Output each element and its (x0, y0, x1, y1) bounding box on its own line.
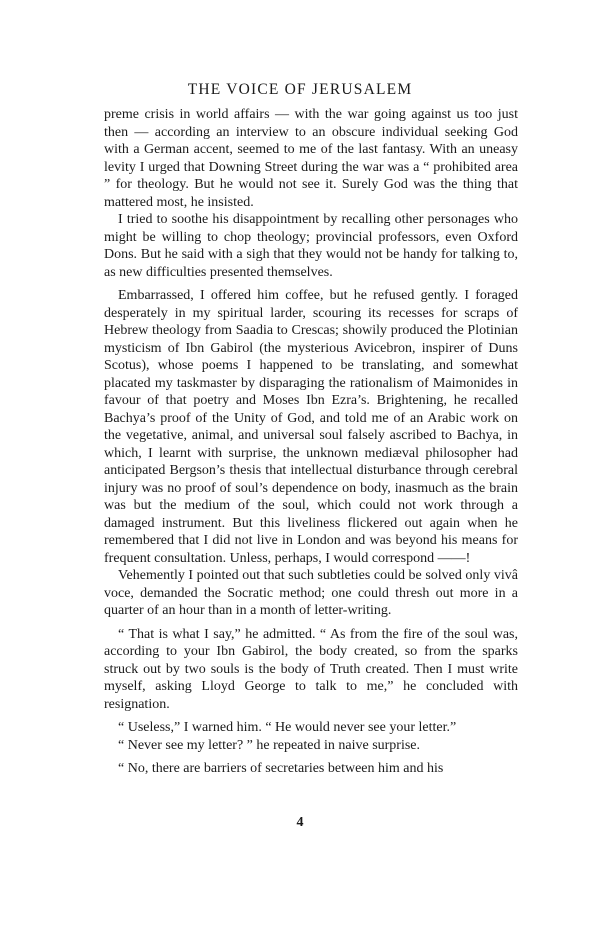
paragraph: “ Never see my letter? ” he repeated in naive surprise. (118, 737, 421, 753)
page-number: 4 (296, 815, 304, 830)
paragraph: “ Useless,” I warned him. “ He would never see your letter.” (118, 720, 457, 735)
paragraph: Embarrassed, I offered him coffee, but he refused gently. I foraged desperately in my spiritual larder, scouring its recesses for scraps of Hebrew theology from Saadia to Crescas; showily produced the Plotinian mysticism of Ibn Gabirol (the mysterious Avicebron, inspirer of Duns Scotus), whose poems I happened to be translating, and somewhat placated my taskmaster by disparaging the rationalism of Maimonides in favour of that poetry and Moses Ibn Ezra’s. Brightening, he recalled Bachya’s proof of the Unity of God, and told me of an Arabic work on the vegetative, animal, and universal soul falsely ascribed to Bachya, in which, I learnt with surprise, the unknown mediæval philosopher had anticipated Bergson’s thesis that intellectual disturbance through cerebral injury was no proof of soul’s dependence on body, inasmuch as the brain was but the medium of the soul, which could not work through a damaged instrument. But this liveliness flickered out again when he remembered that I did not live in London and was beyond his means for frequent consultation. Unless, perhaps, I would correspond ——! (104, 288, 518, 566)
paragraph: “ No, there are barriers of secretaries between him and his (118, 761, 444, 776)
paragraph-continued: preme crisis in world affairs — with the war going against us too just then — according an interview to an obscure individual seeking God with a German accent, seemed to me of the last fantasy. With an uneasy levity I urged that Downing Street during the war was a “ prohibited area ” for theology. But he would not see it. Surely God was the thing that mattered most, he insisted. (104, 107, 518, 210)
body-text (104, 106, 518, 778)
paragraph: I tried to soothe his disappointment by recalling other personages who might be willing to chop theology; provincial professors, even Oxford Dons. But he said with a sigh that they would not be handy for talking to, as new difficulties presented themselves. (104, 212, 518, 280)
running-head: THE VOICE OF JERUSALEM (187, 81, 413, 98)
paragraph: “ That is what I say,” he admitted. “ As from the fire of the soul was, according to your Ibn Gabirol, the body created, so from the sparks struck out by two souls is the body of Truth created. Then I must write myself, asking Lloyd George to talk to me,” he concluded with resignation. (104, 626, 518, 712)
paragraph: Vehemently I pointed out that such subtleties could be solved only vivâ voce, demanded the Socratic method; one could thresh out more in a quarter of an hour than in a month of letter-writing. (104, 568, 518, 618)
